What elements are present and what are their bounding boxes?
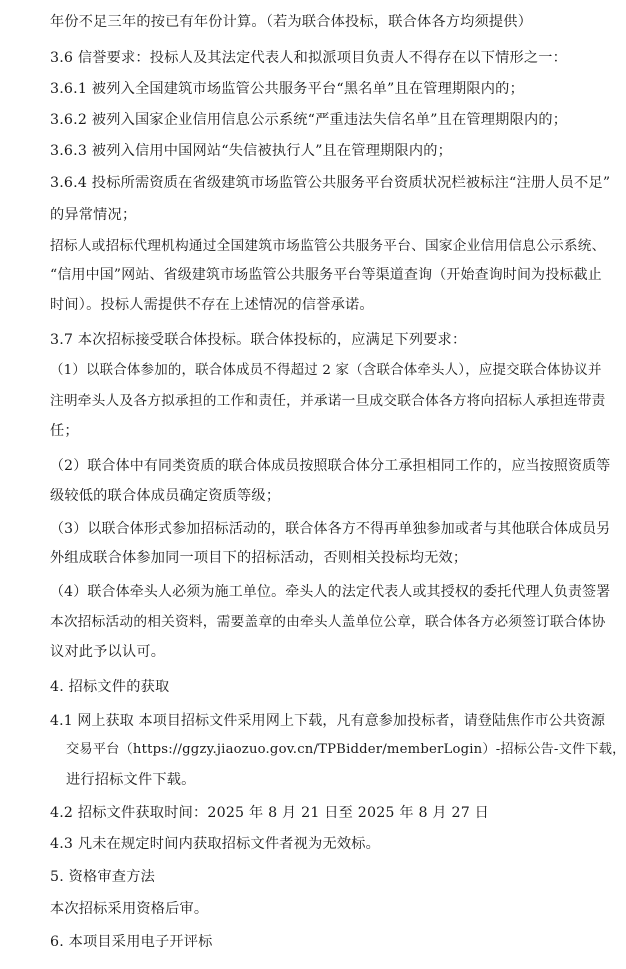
text-line: （2）联合体中有同类资质的联合体成员按照联合体分工承担相同工作的，应当按照资质等 — [50, 458, 610, 474]
text-line: 3.6.2 被列入国家企业信用信息公示系统“严重违法失信名单”且在管理期限内的； — [50, 112, 568, 128]
text-line: 年份不足三年的按已有年份计算。（若为联合体投标，联合体各方均须提供） — [50, 14, 533, 30]
text-line: （3）以联合体形式参加招标活动的，联合体各方不得再单独参加或者与其他联合体成员另 — [50, 521, 610, 537]
text-line: 交易平台（https://ggzy.jiaozuo.gov.cn/TPBidder/memberLogin）-招标公告-文件下载， — [66, 742, 626, 757]
text-line: 3.7 本次招标接受联合体投标。联合体投标的，应满足下列要求： — [50, 332, 467, 348]
text-line: 4.3 凡未在规定时间内获取招标文件者视为无效标。 — [50, 836, 381, 852]
text-line: 时间）。投标人需提供不存在上述情况的信誉承诺。 — [50, 297, 374, 313]
text-line: 外组成联合体参加同一项目下的招标活动，否则相关投标均无效； — [50, 550, 468, 566]
text-line: 级较低的联合体成员确定资质等级； — [50, 488, 281, 504]
text-line: （1）以联合体参加的，联合体成员不得超过 2 家（含联合体牵头人），应提交联合体协议并 — [50, 363, 602, 378]
text-line: 3.6.3 被列入信用中国网站“失信被执行人”且在管理期限内的； — [50, 143, 453, 159]
text-line: “信用中国”网站、省级建筑市场监管公共服务平台等渠道查询（开始查询时间为投标截止 — [50, 267, 602, 283]
text-line: 进行招标文件下载。 — [66, 772, 196, 788]
text-line: 注明牵头人及各方拟承担的工作和责任，并承诺一旦成交联合体各方将向招标人承担连带责 — [50, 393, 606, 409]
text-line: 议对此予以认可。 — [50, 644, 166, 660]
text-line: 5. 资格审查方法 — [50, 869, 155, 885]
text-line: 本次招标采用资格后审。 — [50, 901, 209, 917]
text-line: 本次招标活动的相关资料，需要盖章的由牵头人盖单位公章，联合体各方必须签订联合体协 — [50, 614, 606, 630]
text-line: 任； — [50, 423, 79, 439]
text-line: 6. 本项目采用电子开评标 — [50, 934, 213, 950]
text-line: 4.2 招标文件获取时间：2025 年 8 月 21 日至 2025 年 8 月 27 日 — [50, 805, 490, 821]
text-line: 4. 招标文件的获取 — [50, 679, 170, 695]
text-line: 3.6 信誉要求：投标人及其法定代表人和拟派项目负责人不得存在以下情形之一： — [50, 50, 568, 66]
text-line: 4.1 网上获取 本项目招标文件采用网上下载，凡有意参加投标者，请登陆焦作市公共资源 — [50, 713, 606, 729]
text-line: （4）联合体牵头人必须为施工单位。牵头人的法定代表人或其授权的委托代理人负责签署 — [50, 584, 610, 600]
text-line: 的异常情况； — [50, 207, 137, 223]
text-line: 3.6.1 被列入全国建筑市场监管公共服务平台“黑名单”且在管理期限内的； — [50, 81, 524, 97]
text-line: 招标人或招标代理机构通过全国建筑市场监管公共服务平台、国家企业信用信息公示系统、 — [50, 238, 606, 254]
text-line: 3.6.4 投标所需资质在省级建筑市场监管公共服务平台资质状况栏被标注“注册人员不足” — [50, 175, 610, 191]
